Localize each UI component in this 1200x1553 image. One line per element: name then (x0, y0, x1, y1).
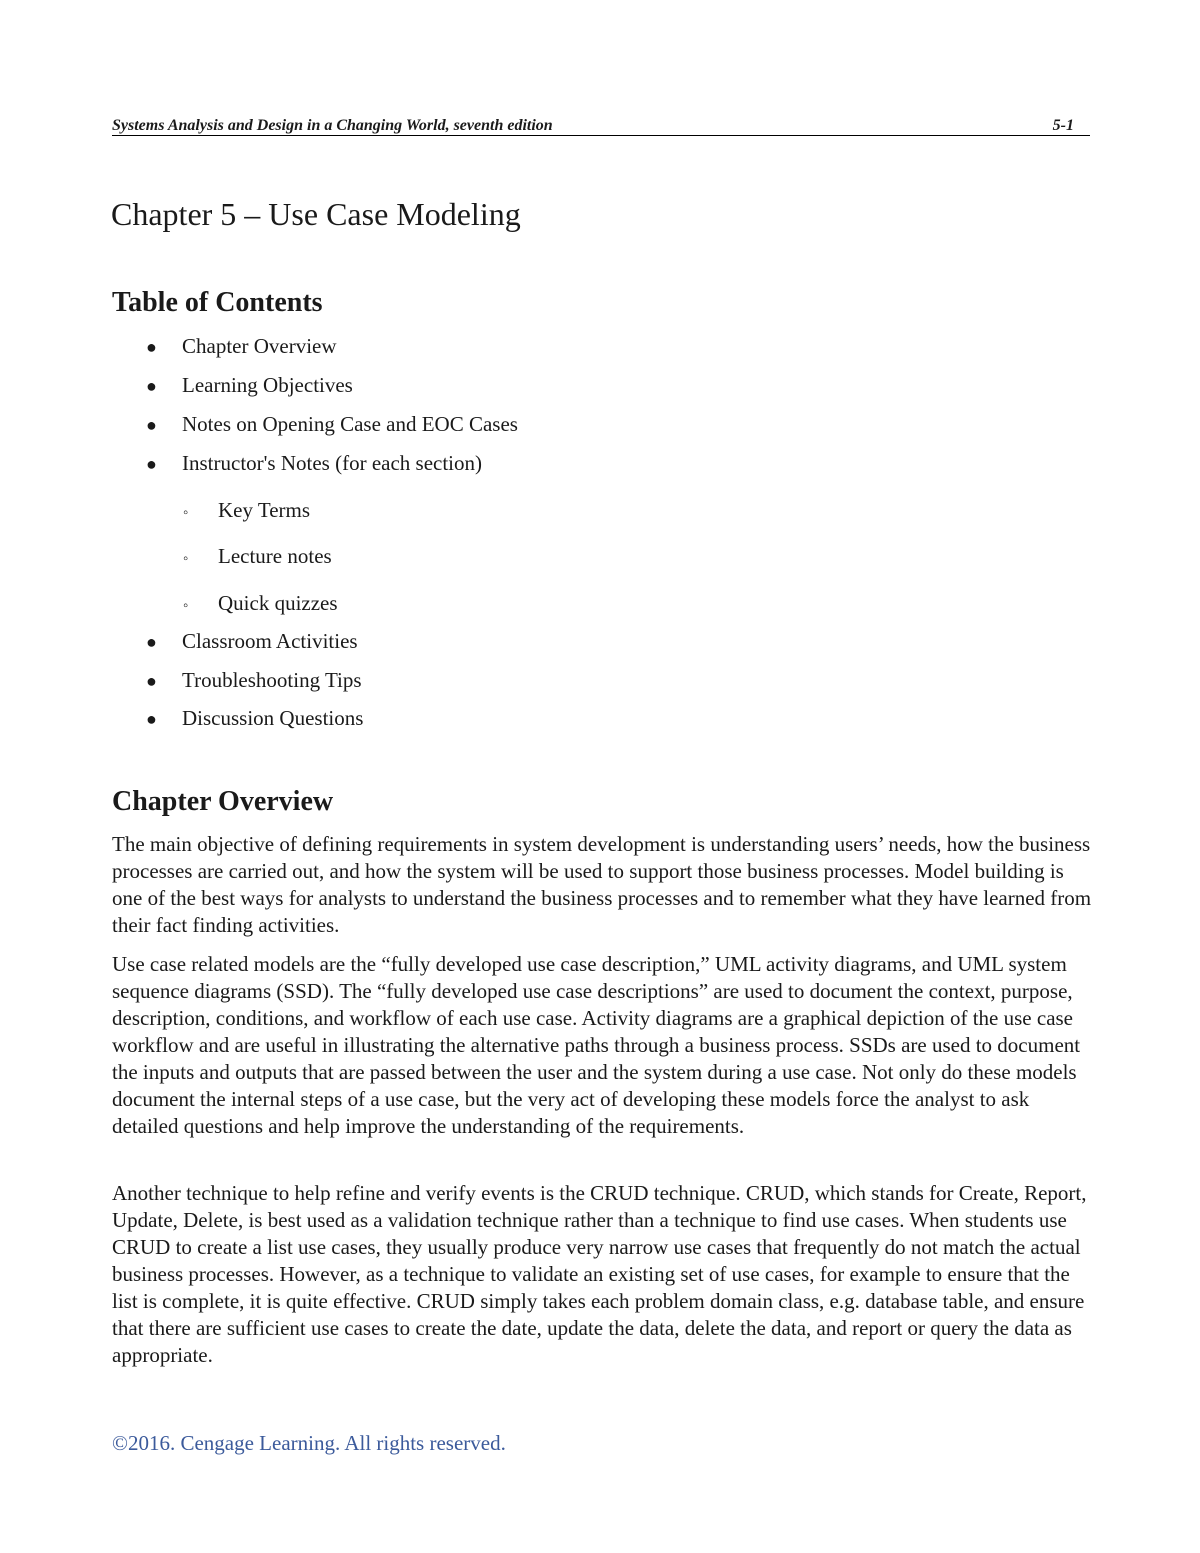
bullet-icon: ● (146, 376, 157, 396)
overview-paragraph-2: Use case related models are the “fully developed use case description,” UML activity diagrams, and UML system sequence diagrams (SSD). The “fully developed use case descriptions” are used to document the context, purpose, description, conditions, and workflow of each use case. Activity diagrams are a graphical depiction of the use case workflow and are useful in illustrating the alternative paths through a business process. SSDs are used to document the inputs and outputs that are passed between the user and the system during a use case. Not only do these models document the internal steps of a use case, but the very act of developing these models force the analyst to ask detailed questions and help improve the understanding of the requirements. (112, 952, 1081, 1138)
toc-item-label: Discussion Questions (182, 706, 364, 730)
toc-item-learning-objectives (146, 372, 353, 399)
bullet-icon: ● (146, 454, 157, 474)
page-number: 5-1 (1052, 117, 1074, 134)
toc-subitem-key-terms (183, 497, 310, 526)
toc-item-classroom-activities (146, 628, 358, 655)
hollow-bullet-icon: ◦ (183, 598, 189, 614)
toc-item-label: Troubleshooting Tips (182, 668, 362, 692)
bullet-icon: ● (146, 671, 157, 691)
toc-item-chapter-overview (146, 333, 337, 360)
hollow-bullet-icon: ◦ (183, 551, 189, 567)
copyright-footer: ©2016. Cengage Learning. All rights reserved. (112, 1431, 506, 1455)
toc-item-label: Chapter Overview (182, 334, 337, 358)
toc-subitem-lecture-notes (183, 543, 332, 572)
toc-item-discussion-questions (146, 705, 363, 732)
toc-item-opening-case (146, 411, 518, 438)
bullet-icon: ● (146, 415, 157, 435)
hollow-bullet-icon: ◦ (183, 505, 189, 521)
toc-item-label: Instructor's Notes (for each section) (182, 451, 483, 475)
book-title: Systems Analysis and Design in a Changing World, seventh edition (112, 117, 553, 134)
overview-paragraph-3: Another technique to help refine and verify events is the CRUD technique. CRUD, which stands for Create, Report, Update, Delete, is best used as a validation technique rather than a technique to find use cases. When students use CRUD to create a list use cases, they usually produce very narrow use cases that frequently do not match the actual business processes. However, as a technique to validate an existing set of use cases, for example to ensure that the list is complete, it is quite effective. CRUD simply takes each problem domain class, e.g. database table, and ensure that there are sufficient use cases to create the date, update the data, delete the data, and report or query the data as appropriate. (112, 1181, 1087, 1367)
toc-item-label: Classroom Activities (182, 629, 358, 653)
bullet-icon: ● (146, 337, 157, 357)
toc-item-troubleshooting-tips (146, 667, 362, 694)
bullet-icon: ● (146, 632, 157, 652)
toc-subitem-label: Key Terms (218, 498, 311, 522)
section-heading-chapter-overview: Chapter Overview (112, 786, 334, 817)
toc-heading: Table of Contents (112, 287, 323, 318)
running-header (112, 113, 1090, 136)
chapter-title: Chapter 5 – Use Case Modeling (111, 196, 521, 232)
toc-item-label: Notes on Opening Case and EOC Cases (182, 412, 518, 436)
toc-subitem-label: Lecture notes (218, 544, 332, 568)
toc-item-instructors-notes (146, 450, 482, 477)
toc-item-label: Learning Objectives (182, 373, 353, 397)
toc-subitem-quick-quizzes (183, 590, 338, 619)
toc-subitem-label: Quick quizzes (218, 591, 338, 615)
overview-paragraph-1: The main objective of defining requirements in system development is understanding users’ needs, how the business processes are carried out, and how the system will be used to support those business processes. Model building is one of the best ways for analysts to understand the business processes and to remember what they have learned from their fact finding activities. (112, 832, 1092, 937)
bullet-icon: ● (146, 709, 157, 729)
